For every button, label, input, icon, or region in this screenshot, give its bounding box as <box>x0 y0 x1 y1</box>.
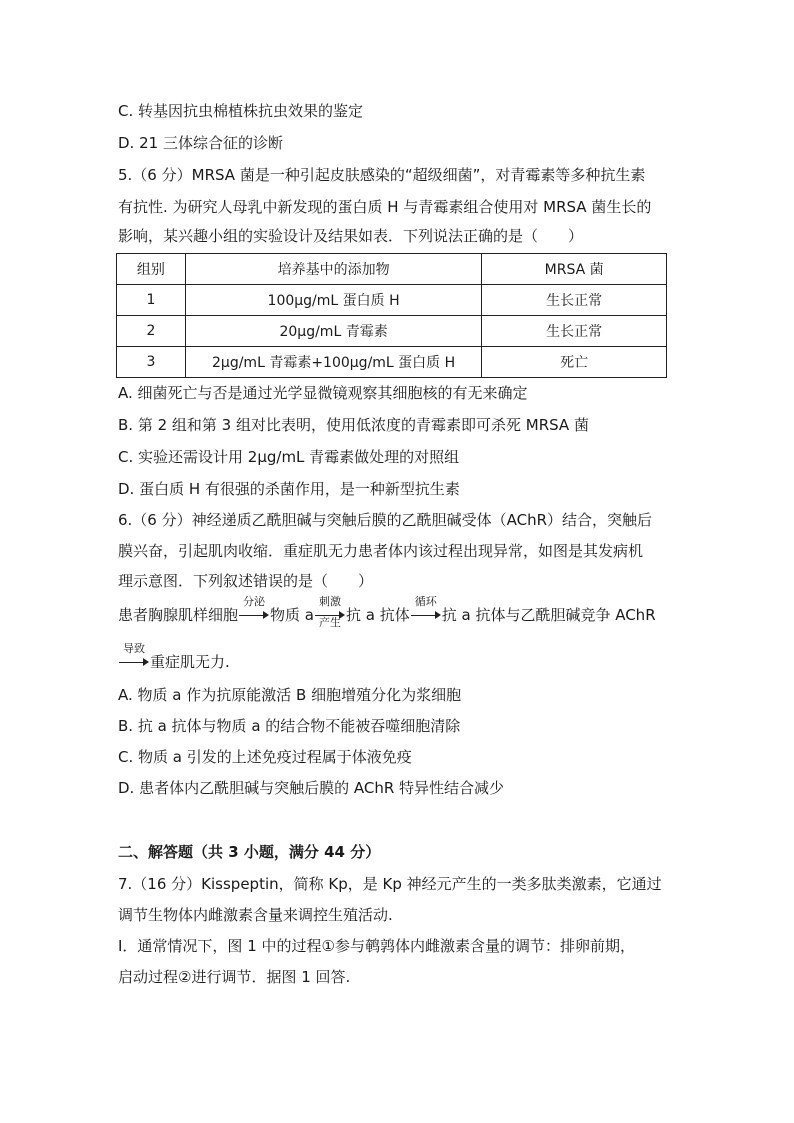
q7-stem-line3: Ⅰ．通常情况下，图 1 中的过程①参与鹌鹑体内雌激素含量的调节：排卵前期， <box>118 937 635 955</box>
flow-step: 抗 a 抗体 <box>345 606 410 624</box>
table-cell: 2 <box>117 316 186 347</box>
q7-stem-line2: 调节生物体内雌激素含量来调控生殖活动. <box>118 906 393 924</box>
flow-arrow <box>315 595 345 629</box>
pathogenesis-flow-line1 <box>118 595 656 629</box>
q4-option-d: D. 21 三体综合征的诊断 <box>118 134 283 152</box>
table-cell: 生长正常 <box>482 285 667 316</box>
arrow-shaft <box>239 615 265 616</box>
q6-option-c: C. 物质 a 引发的上述免疫过程属于体液免疫 <box>118 748 412 766</box>
arrow-head-icon <box>263 611 269 619</box>
flow-step: 患者胸腺肌样细胞 <box>118 606 239 624</box>
table-header-cell: MRSA 菌 <box>482 254 667 285</box>
table-header-cell: 培养基中的添加物 <box>185 254 481 285</box>
q7-stem-line1: 7.（16 分）Kisspeptin，简称 Kp，是 Kp 神经元产生的一类多肽类激素，它通过 <box>118 875 662 893</box>
flow-arrow-label: 产生 <box>318 616 341 629</box>
flow-arrow-label: 刺激 <box>318 595 341 608</box>
q6-stem-line1: 6.（6 分）神经递质乙酰胆碱与突触后膜的乙酰胆碱受体（AChR）结合，突触后 <box>118 511 653 529</box>
table-header-row <box>117 254 667 285</box>
table-cell: 2μg/mL 青霉素+100μg/mL 蛋白质 H <box>185 347 481 378</box>
q5-stem-line1: 5.（6 分）MRSA 菌是一种引起皮肤感染的“超级细菌”，对青霉素等多种抗生素 <box>118 166 646 184</box>
table-cell: 死亡 <box>482 347 667 378</box>
flow-arrow <box>239 595 269 625</box>
table-cell: 3 <box>117 347 186 378</box>
q6-option-d: D. 患者体内乙酰胆碱与突触后膜的 AChR 特异性结合减少 <box>118 779 505 797</box>
arrow-shaft <box>411 615 437 616</box>
arrow-head-icon <box>143 658 149 666</box>
q7-stem-line4: 启动过程②进行调节．据图 1 回答. <box>118 968 351 986</box>
q6-option-a: A. 物质 a 作为抗原能激活 B 细胞增殖分化为浆细胞 <box>118 686 462 704</box>
q5-option-c: C. 实验还需设计用 2μg/mL 青霉素做处理的对照组 <box>118 448 460 466</box>
table-row <box>117 347 667 378</box>
arrow-head-icon <box>435 611 441 619</box>
table-row <box>117 285 667 316</box>
flow-arrow <box>119 642 149 672</box>
section-title: 二、解答题（共 3 小题，满分 44 分） <box>118 843 381 861</box>
q6-option-b: B. 抗 a 抗体与物质 a 的结合物不能被吞噬细胞清除 <box>118 717 461 735</box>
table-cell: 100μg/mL 蛋白质 H <box>185 285 481 316</box>
arrow-shaft <box>119 662 145 663</box>
q5-option-d: D. 蛋白质 H 有很强的杀菌作用，是一种新型抗生素 <box>118 480 460 498</box>
q5-option-a: A. 细菌死亡与否是通过光学显微镜观察其细胞核的有无来确定 <box>118 384 528 402</box>
table-cell: 1 <box>117 285 186 316</box>
flow-step: 重症肌无力. <box>150 653 230 671</box>
table-header-cell: 组别 <box>117 254 186 285</box>
q6-stem-line3: 理示意图．下列叙述错误的是（ ） <box>118 572 374 590</box>
q5-stem-line2: 有抗性. 为研究人母乳中新发现的蛋白质 H 与青霉素组合使用对 MRSA 菌生长的 <box>118 198 652 216</box>
pathogenesis-flow-line2 <box>118 642 230 672</box>
q5-stem-line3: 影响，某兴趣小组的实验设计及结果如表．下列说法正确的是（ ） <box>118 227 584 245</box>
q5-option-b: B. 第 2 组和第 3 组对比表明，使用低浓度的青霉素即可杀死 MRSA 菌 <box>118 416 589 434</box>
flow-arrow-label: 分泌 <box>243 595 266 608</box>
table-row <box>117 316 667 347</box>
table-cell: 20μg/mL 青霉素 <box>185 316 481 347</box>
flow-step: 物质 a <box>270 606 314 624</box>
q4-option-c: C. 转基因抗虫棉植株抗虫效果的鉴定 <box>118 102 364 120</box>
flow-step: 抗 a 抗体与乙酰胆碱竞争 AChR <box>441 606 656 624</box>
flow-arrow <box>411 595 441 625</box>
q6-stem-line2: 膜兴奋，引起肌肉收缩．重症肌无力患者体内该过程出现异常，如图是其发病机 <box>118 542 644 560</box>
flow-arrow-label: 导致 <box>123 642 145 655</box>
flow-arrow-label: 循环 <box>414 595 437 608</box>
experiment-table <box>116 253 667 378</box>
table-cell: 生长正常 <box>482 316 667 347</box>
